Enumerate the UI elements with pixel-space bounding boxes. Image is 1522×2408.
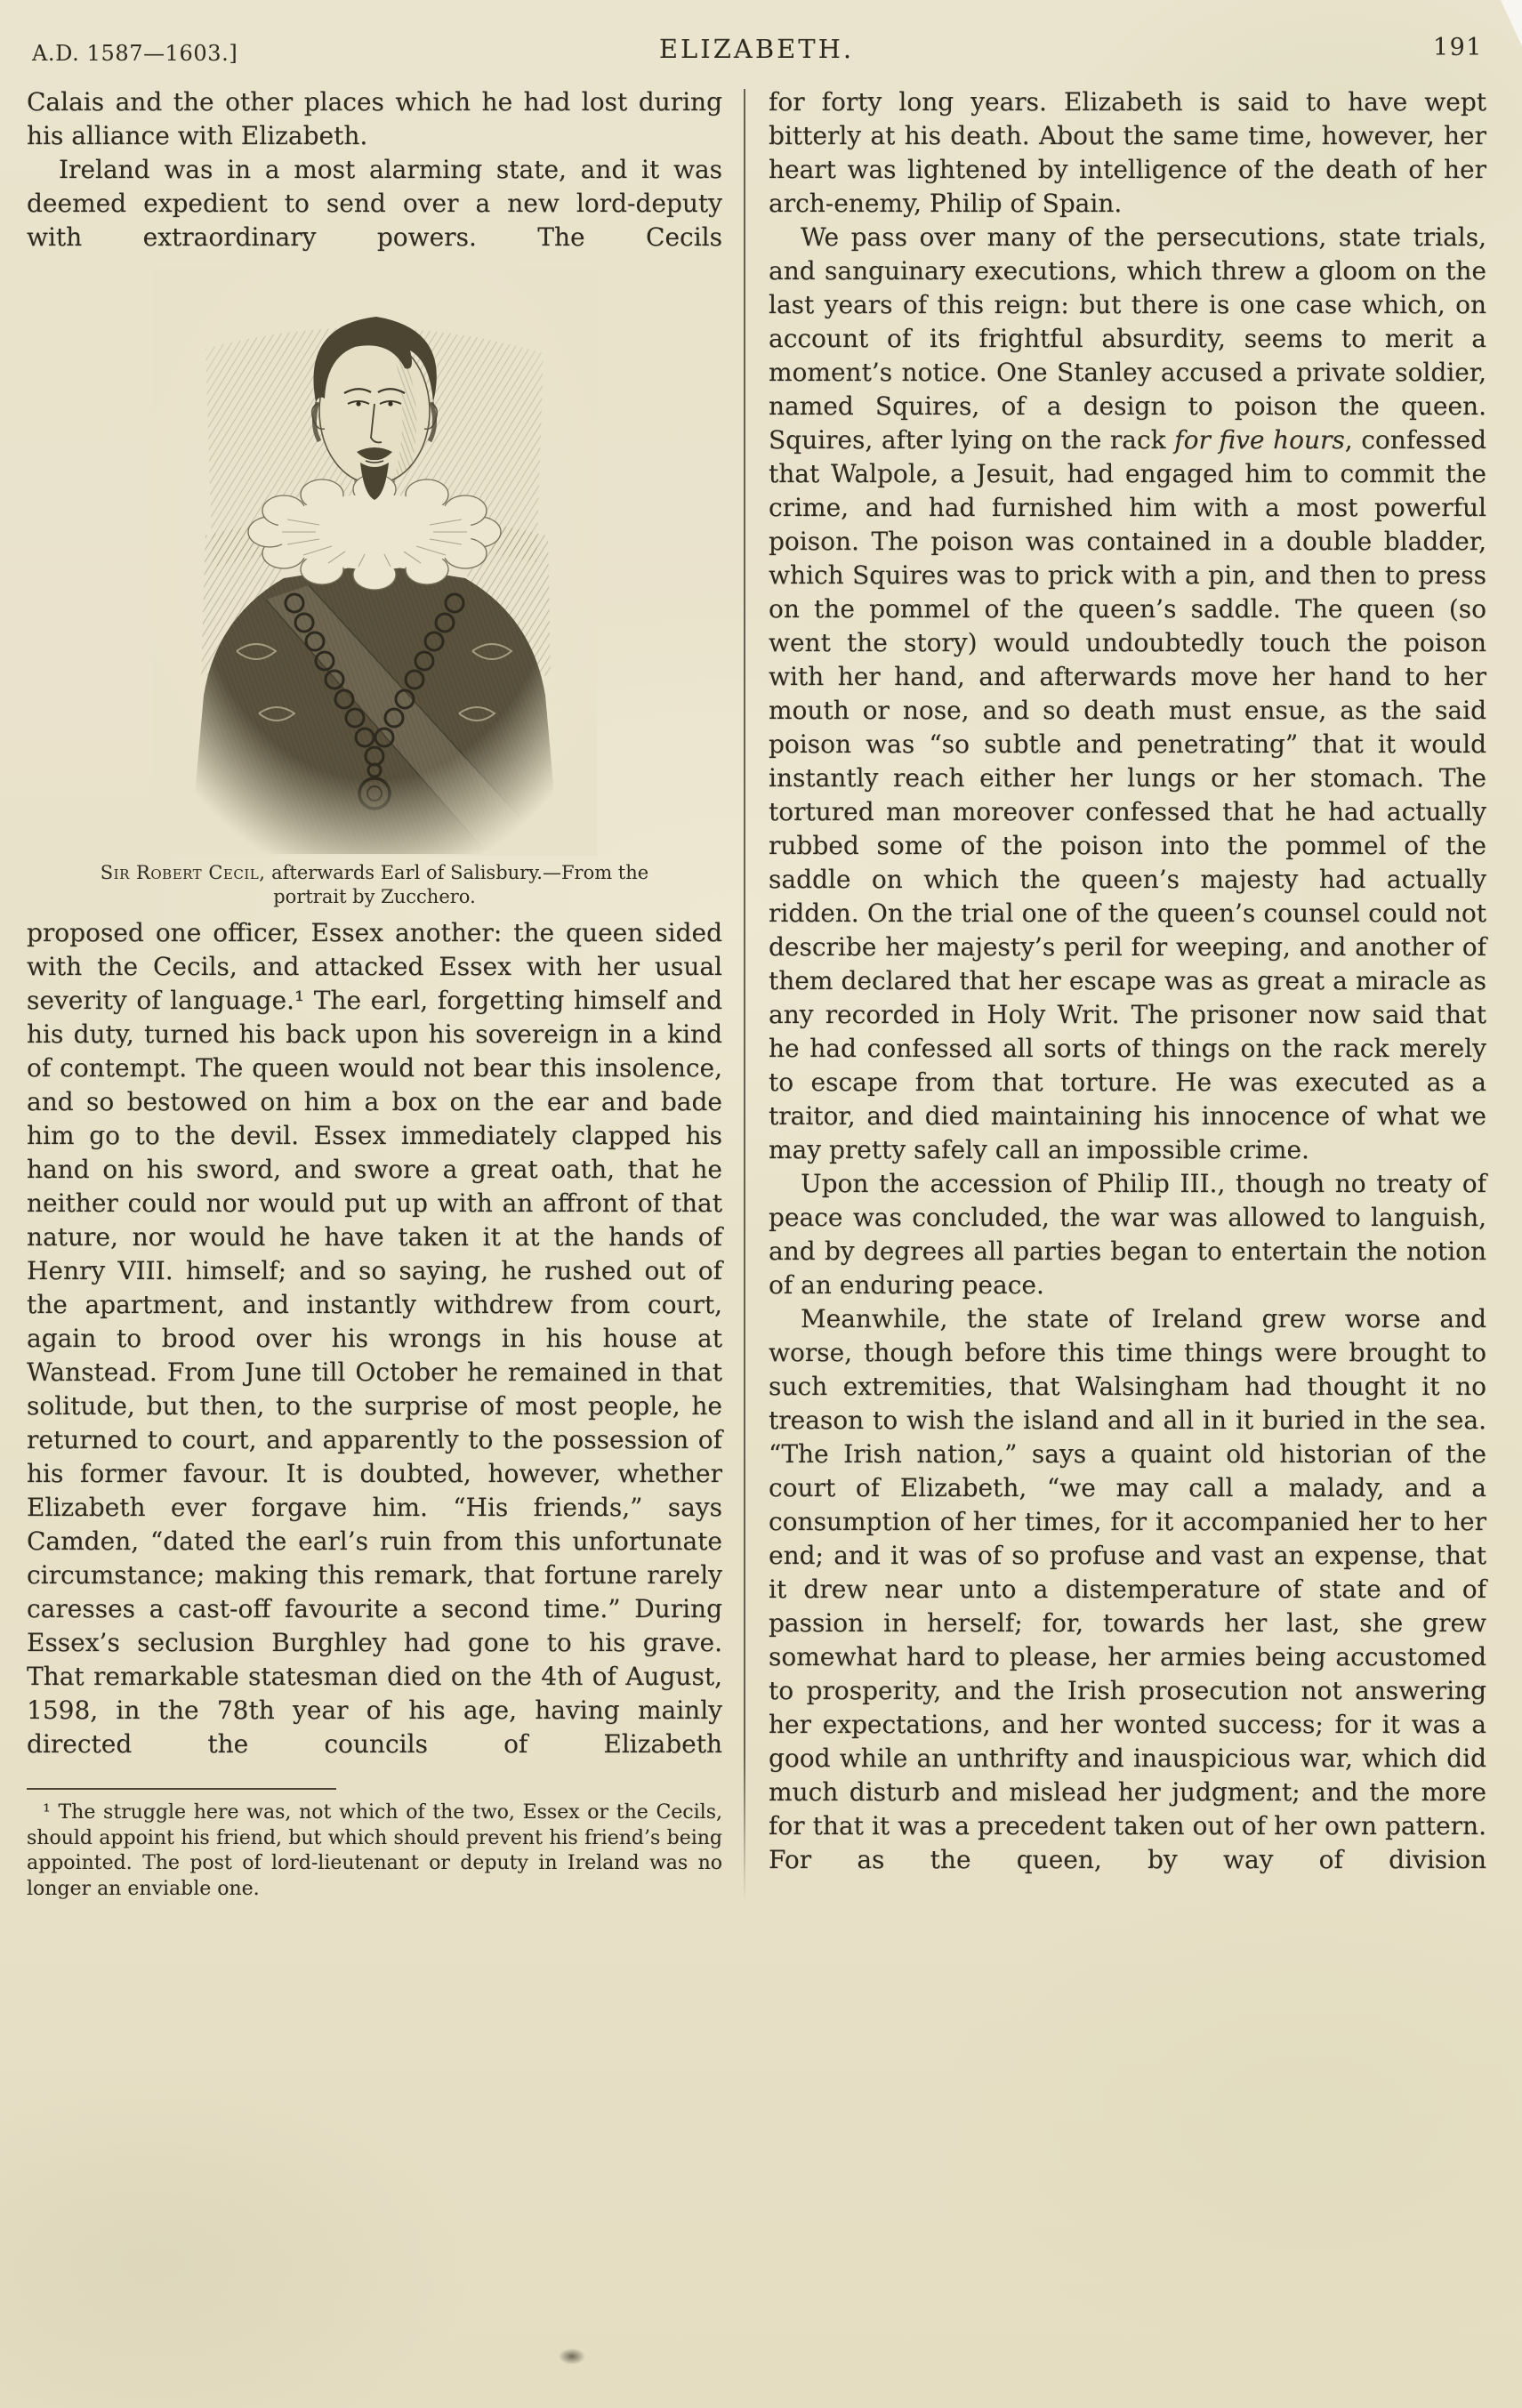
running-title: ELIZABETH. bbox=[658, 34, 855, 64]
page-smudge bbox=[559, 2348, 585, 2364]
paragraph: We pass over many of the persecutions, state trials, and sanguinary executions, which threw a gloom on the last years of this reign: but there is one case which, on account of its frightful absurdity, seems to merit a moment’s notice. One Stanley accused a private soldier, named Squires, of a design to poison the queen. Squires, after lying on the rack for five hours, confessed that Walpole, a Jesuit, had engaged him to commit the crime, and had furnished him with a most powerful poison. The poison was contained in a double bladder, which Squires was to prick with a pin, and then to press on the pommel of the queen’s saddle. The queen (so went the story) would undoubtedly touch the poison with her hand, and afterwards move her hand to her mouth or nose, and so death must ensue, as the said poison was “so subtle and penetrating” that it would instantly reach either her lungs or her stomach. The tortured man moreover confessed that he had actually rubbed some of the poison into the pommel of the saddle on which the queen’s majesty had actually ridden. On the trial one of the queen’s counsel could not describe her majesty’s peril for weeping, and another of them declared that her escape was as great a miracle as any recorded in Holy Writ. The prisoner now said that he had confessed all sorts of things on the rack merely to escape from that torture. He was executed as a traitor, and died maintaining his innocence of what we may pretty safely call an impossible crime. bbox=[769, 222, 1486, 1164]
paragraph: Ireland was in a most alarming state, and it was deemed expedient to send over a new lord-deputy with extraordinary powers. The Cecils bbox=[27, 155, 722, 252]
page-corner-sliver bbox=[1501, 0, 1522, 46]
portrait-engraving-image bbox=[152, 269, 597, 856]
left-top-text bbox=[27, 85, 722, 254]
footnote-text: ¹ The struggle here was, not which of the two, Essex or the Cecils, should appoint his friend, but which should prevent his friend’s being appointed. The post of lord-lieutenant or deputy in Ireland was no longer an enviable one. bbox=[27, 1801, 722, 1900]
paragraph: Meanwhile, the state of Ireland grew worse and worse, though before this time things were brought to such extremities, that Walsingham had thought it no treason to wish the island and all in it buried in the sea. “The Irish nation,” says a quaint old historian of the court of Elizabeth, “we may call a malady, and a consumption of her times, for it accompanied her to her end; and it was of so profuse and vast an expense, that it drew near unto a distemperature of state and of passion in herself; for, towards her last, she grew somewhat hard to please, her armies being accustomed to prosperity, and the Irish prosecution not answering her expectations, and her wonted success; for it was a good while an unthrifty and inauspicious war, which did much disturb and mislead her judgment; and the more for that it was a precedent taken out of her own pattern. For as the queen, by way of division bbox=[769, 1304, 1486, 1874]
paragraph: proposed one officer, Essex another: the queen sided with the Cecils, and attacked Essex with her usual severity of language.¹ The earl, forgetting himself and his duty, turned his back upon his sovereign in a kind of contempt. The queen would not bear this insolence, and so bestowed on him a box on the ear and bade him go to the devil. Essex immediately clapped his hand on his sword, and swore a great oath, that he neither could nor would put up with an affront of that nature, nor would he have taken it at the hands of Henry VIII. himself; and so saying, he rushed out of the apartment, and instantly withdrew from court, again to brood over his wrongs in his house at Wanstead. From June till October he remained in that solitude, but then, to the surprise of most people, he returned to court, and apparently to the possession of his former favour. It is doubted, however, whether Elizabeth ever forgave him. “His friends,” says Camden, “dated the earl’s ruin from this unfortunate circumstance; making this remark, that fortune rarely caresses a cast-off favourite a second time.” During Essex’s seclusion Burghley had gone to his grave. That remarkable statesman died on the 4th of August, 1598, in the 78th year of his age, having mainly directed the councils of Elizabeth bbox=[27, 918, 722, 1759]
figure-caption-rest: afterwards Earl of Salisbury.—From the bbox=[265, 862, 649, 883]
paragraph: Calais and the other places which he had lost during his alliance with Elizabeth. bbox=[27, 87, 722, 150]
paragraph: Upon the accession of Philip III., though no treaty of peace was concluded, the war was allowed to languish, and by degrees all parties began to entertain the notion of an enduring peace. bbox=[769, 1169, 1486, 1300]
page-header bbox=[27, 30, 1486, 73]
left-bottom-text bbox=[27, 916, 722, 1761]
figure-caption bbox=[27, 861, 722, 909]
paragraph: for forty long years. Elizabeth is said to have wept bitterly at his death. About the same time, however, her heart was lightened by intelligence of the death of her arch-enemy, Philip of Spain. bbox=[769, 87, 1486, 218]
right-column bbox=[769, 85, 1486, 1902]
portrait-figure bbox=[27, 269, 722, 909]
left-column bbox=[27, 85, 722, 1902]
footnote-rule bbox=[27, 1788, 336, 1790]
column-divider bbox=[744, 89, 745, 1902]
page-number: 191 bbox=[1432, 34, 1483, 61]
figure-caption-line2: portrait by Zucchero. bbox=[273, 886, 476, 907]
figure-caption-name: Sir Robert Cecil, bbox=[100, 862, 266, 883]
date-range-label: A.D. 1587—1603.] bbox=[32, 41, 238, 66]
text-columns bbox=[27, 85, 1486, 1902]
